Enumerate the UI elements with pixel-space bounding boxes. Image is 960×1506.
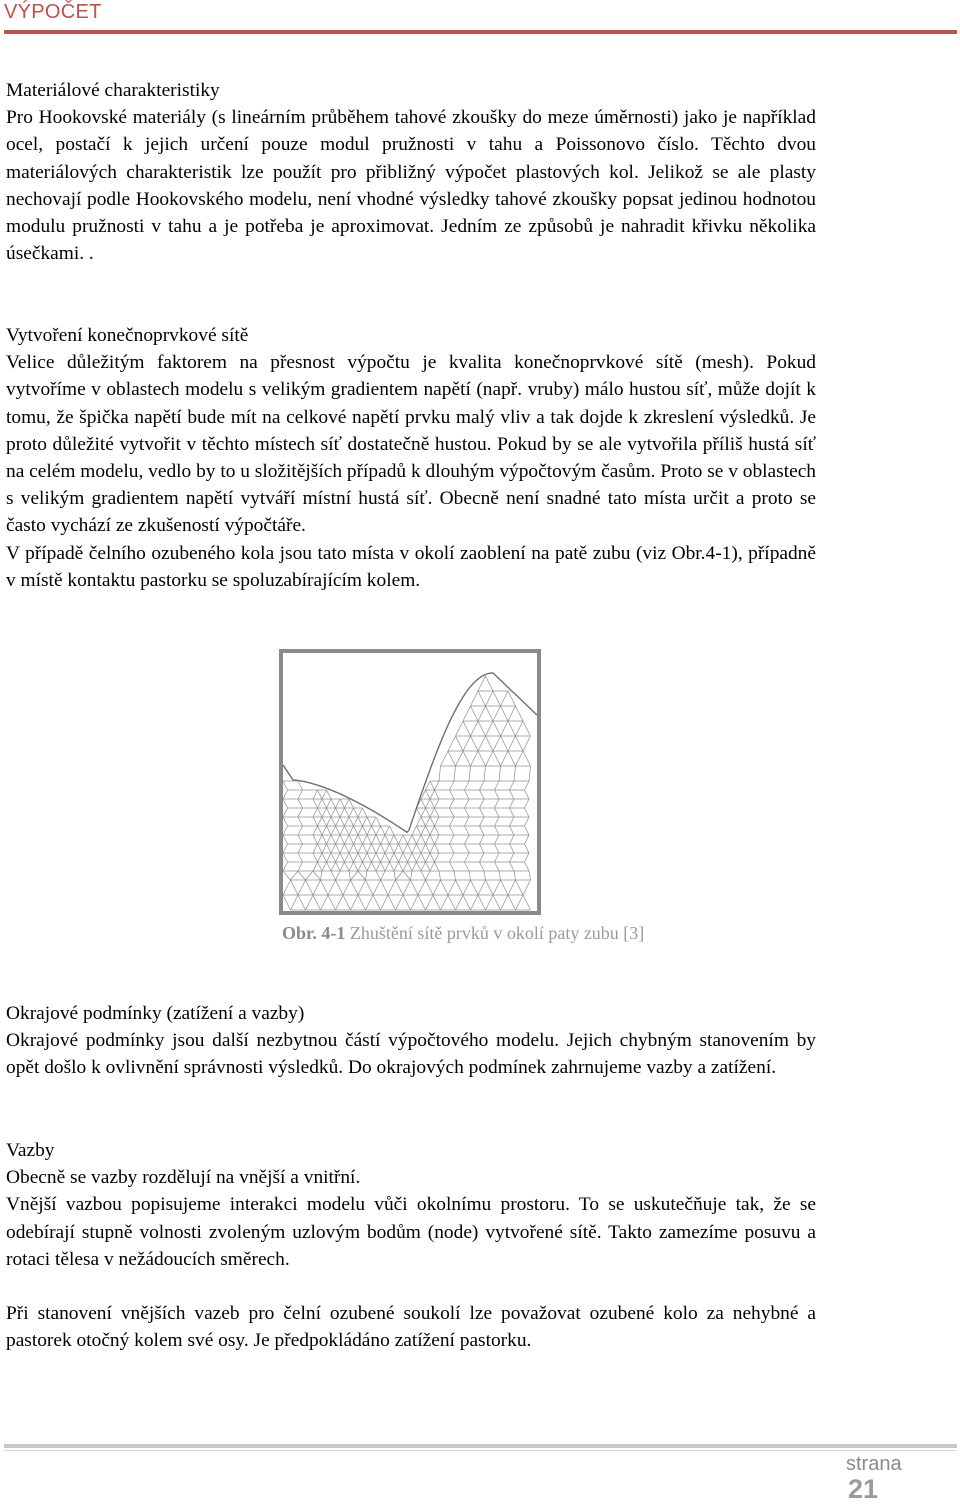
page-header-title: VÝPOČET [4,1,102,23]
figure-mesh-image [279,649,541,915]
header-rule [4,30,957,34]
footer-rule [4,1444,957,1448]
section-heading-mesh: Vytvoření konečnoprvkové sítě [6,325,249,346]
footer-page-number: 21 [848,1474,879,1504]
figure-caption-label: Obr. 4-1 [282,923,346,943]
section-heading-boundary: Okrajové podmínky (zatížení a vazby) [6,1003,305,1024]
paragraph-mesh: Velice důležitým faktorem na přesnost výpočtu je kvalita konečnoprvkové sítě (mesh). Pokud vytvoříme v oblastech modelu s velikým gradientem napětí (např. vruby) málo hustou síť, může dojít k tomu, že špička napětí bude mít na celkové napětí prvku malý vliv a tak dojde k zkreslení výsledků. Je proto důležité vytvořit v těchto místech síť dostatečně hustou. Pokud by se ale vytvořila příliš hustá síť na celém modelu, vedlo by to u složitějších případů k dlouhým výpočtovým časům. Proto se v oblastech s velikým gradientem napětí vytváří místní hustá síť. Obecně není snadné tato místa určit a proto se často vychází ze zkušeností výpočtáře. [6,352,816,537]
paragraph-mesh-2: V případě čelního ozubeného kola jsou tato místa v okolí zaoblení na patě zubu (viz Obr.4-1), případně v místě kontaktu pastorku se spoluzabírajícím kolem. [6,542,816,591]
gear-tooth-mesh-illustration [283,653,537,911]
section-boundary [6,1000,816,1082]
section-mesh [6,322,816,594]
paragraph-constraints-2: Při stanovení vnějších vazeb pro čelní ozubené soukolí lze považovat ozubené kolo za nehybné a pastorek otočný kolem své osy. Je předpokládáno zatížení pastorku. [6,1303,816,1352]
mesh-lines [283,676,531,910]
paragraph-constraints: Vnější vazbou popisujeme interakci modelu vůči okolnímu prostoru. To se uskutečňuje tak, že se odebírají stupně volnosti zvoleným uzlovým bodům (node) vytvořené sítě. Takto zamezíme posuvu a rotaci tělesa v nežádoucích směrech. [6,1194,816,1270]
section-materials [6,77,816,267]
paragraph-materials: Pro Hookovské materiály (s lineárním průběhem tahové zkoušky do meze úměrnosti) jako je například ocel, postačí k jejich určení pouze modul pružnosti v tahu a Poissonovo číslo. Těchto dvou materiálových charakteristik lze použít pro přibližný výpočet plastových kol. Jelikož se ale plasty nechovají podle Hookovského modelu, není vhodné výsledky tahové zkoušky popsat jedinou hodnotou modulu pružnosti v tahu a je potřeba je aproximovat. Jedním ze způsobů je nahradit křivku několika úsečkami. . [6,107,816,265]
figure-caption-text: Zhuštění sítě prvků v okolí paty zubu [3] [349,923,645,943]
constraints-line-1: Obecně se vazby rozdělují na vnější a vnitřní. [6,1167,361,1189]
section-heading-materials: Materiálové charakteristiky [6,80,220,101]
footer-rule-thin [4,1450,957,1451]
tooth-profile-outline [283,673,537,832]
section-heading-constraints: Vazby [6,1140,55,1161]
paragraph-boundary: Okrajové podmínky jsou další nezbytnou částí výpočtového modelu. Jejich chybným stanovením by opět došlo k ovlivnění správnosti výsledků. Do okrajových podmínek zahrnujeme vazby a zatížení. [6,1030,816,1079]
figure-caption [282,923,644,944]
section-constraints [6,1137,816,1273]
section-constraints-2 [6,1300,816,1354]
footer-page-label: strana [846,1453,902,1475]
